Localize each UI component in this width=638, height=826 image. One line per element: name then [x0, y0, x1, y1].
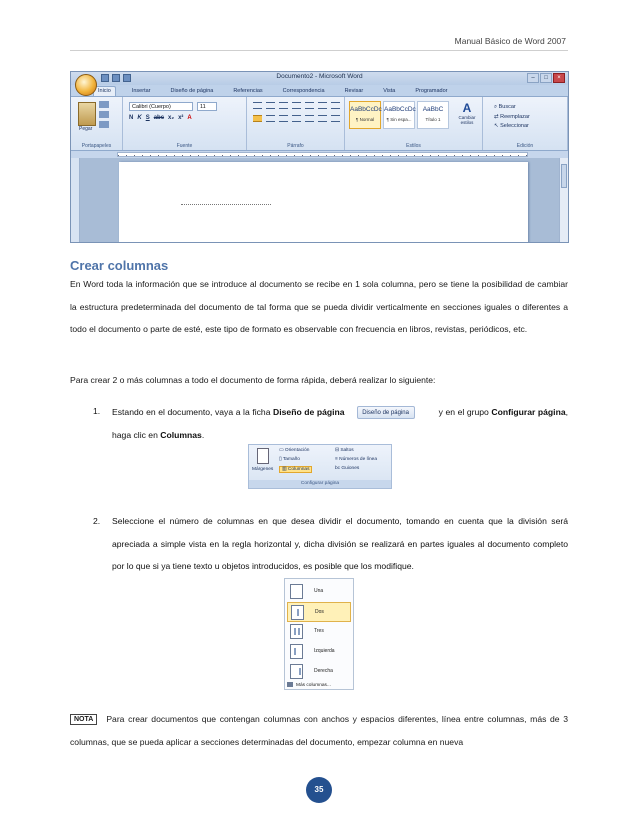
breaks-icon: ⊟ — [335, 448, 341, 453]
find-icon: ⌕ — [494, 104, 499, 110]
tab-revisar: Revisar — [344, 88, 364, 94]
intro-paragraph: En Word toda la información que se introduce al documento se recibe en 1 sola columna, pero se tiene la posibilidad de cambiar la estructura predeterminada del documento de tal forma que se pueda dividir verticalmente en secciones iguales o diferentes a todo el documento o parte de esté, este tipo de formato es observable con frecuencia en libros, revistas, periódicos, etc. — [70, 279, 568, 334]
orientation-item — [279, 448, 309, 453]
font-name-box: Calibri (Cuerpo) — [129, 102, 193, 111]
paragraph-marker — [181, 204, 271, 205]
group-label-font: Fuente — [176, 143, 193, 149]
column-option-label: Tres — [314, 628, 324, 634]
column-option-label: Una — [314, 588, 324, 594]
tab-referencias: Referencias — [233, 88, 263, 94]
step-1-text-a: Estando en el documento, vaya a la ficha — [112, 407, 274, 417]
tab-diseno-pagina: Diseño de página — [170, 88, 214, 94]
cut-icon — [99, 101, 109, 108]
step-1-bold-a: Diseño de página — [273, 407, 345, 417]
find-label: Buscar — [498, 104, 516, 110]
section-heading: Crear columnas — [70, 258, 169, 273]
ribbon — [71, 97, 568, 151]
select-icon: ↖ — [494, 123, 501, 129]
page-layout-tab-button: Diseño de página — [357, 406, 415, 419]
style-name: ¶ Sin espa... — [386, 117, 412, 122]
window-controls — [527, 73, 565, 83]
columns-dropdown-screenshot — [284, 578, 354, 690]
window-title: Documento2 - Microsoft Word — [276, 73, 363, 80]
tab-correspondencia: Correspondencia — [282, 88, 325, 94]
orientation-icon: ▭ — [279, 448, 285, 453]
tab-inicio: Inicio — [93, 86, 116, 96]
hyphenation-item — [335, 466, 359, 471]
line-numbers-label: Números de línea — [339, 457, 378, 462]
page-setup-group-label: Configurar página — [249, 480, 391, 488]
align-center-icon — [266, 115, 275, 122]
orientation-label: Orientación — [284, 448, 310, 453]
three-columns-icon — [290, 624, 303, 639]
style-name: ¶ Normal — [355, 117, 375, 122]
ribbon-tabs — [71, 85, 568, 97]
group-paragraph — [247, 97, 345, 150]
tab-vista: Vista — [383, 88, 396, 94]
paragraph-row-2 — [253, 115, 340, 122]
step-1-text-d: . — [201, 429, 205, 440]
margins-icon — [257, 448, 269, 464]
change-styles-button — [456, 101, 478, 135]
step-1-text — [112, 401, 568, 446]
step-1-text-c: , haga clic en — [112, 407, 568, 440]
page-number-badge: 35 — [306, 777, 332, 803]
step-1-bold-b: Configurar página — [491, 407, 566, 417]
replace-item — [494, 114, 564, 120]
more-columns-item — [287, 682, 331, 688]
italic-icon: K — [137, 115, 142, 121]
column-option-label: Dos — [315, 609, 324, 615]
decrease-indent-icon — [292, 102, 301, 109]
close-icon: × — [553, 73, 565, 83]
hyphenation-icon: bc — [335, 466, 342, 471]
line-numbers-item — [335, 457, 377, 462]
paste-label: Pegar — [79, 126, 93, 132]
paste-icon — [78, 102, 96, 126]
size-icon: ▯ — [279, 457, 283, 462]
font-format-buttons — [129, 115, 192, 121]
font-color-icon: A — [187, 115, 192, 121]
maximize-icon: □ — [540, 73, 552, 83]
line-numbers-icon: ≡ — [335, 457, 340, 462]
justify-icon — [292, 115, 301, 122]
step-1-text-b: y en el grupo — [438, 407, 492, 417]
one-column-icon — [290, 584, 303, 599]
group-label-clipboard: Portapapeles — [81, 143, 112, 149]
office-button-icon — [75, 74, 97, 96]
horizontal-ruler — [117, 152, 528, 157]
numbering-icon — [266, 102, 275, 109]
note-badge: NOTA — [70, 714, 97, 725]
margins-label: Márgenes — [252, 467, 274, 472]
group-label-styles: Estilos — [406, 143, 421, 149]
right-column-icon — [290, 664, 303, 679]
shading-icon — [318, 115, 327, 122]
find-item — [494, 104, 564, 111]
align-right-icon — [279, 115, 288, 122]
vertical-ruler — [71, 158, 80, 243]
group-clipboard — [71, 97, 123, 150]
style-heading-1 — [417, 101, 449, 129]
style-normal — [349, 101, 381, 129]
strikethrough-icon: abc — [153, 115, 165, 121]
borders-icon — [331, 115, 340, 122]
style-sample: AaBbCcDc — [384, 106, 416, 113]
step-2-number: 2. — [93, 516, 101, 526]
page-setup-group-screenshot — [248, 444, 392, 489]
replace-icon: ⇄ — [494, 114, 501, 120]
group-label-editing: Edición — [516, 143, 534, 149]
lead-paragraph: Para crear 2 o más columnas a todo el documento de forma rápida, deberá realizar lo siguiente: — [70, 375, 436, 385]
page-header: Manual Básico de Word 2007 — [454, 36, 566, 46]
style-no-spacing — [383, 101, 415, 129]
column-option-label: Derecha — [314, 668, 333, 674]
increase-indent-icon — [305, 102, 314, 109]
more-columns-label: Más columnas... — [296, 683, 331, 688]
tab-programador: Programador — [415, 88, 448, 94]
note-text: Para crear documentos que contengan columnas con anchos y espacios diferentes, línea entre columnas, más de 3 columnas, que se pueda aplicar a secciones determinadas del documento, empezar columna en nueva — [70, 714, 568, 747]
paragraph-row-1 — [253, 102, 340, 109]
note-paragraph — [70, 708, 568, 753]
underline-icon: S — [145, 115, 150, 121]
group-styles — [345, 97, 483, 150]
group-label-paragraph: Párrafo — [287, 143, 304, 149]
change-styles-icon: A — [462, 101, 472, 115]
columns-item — [279, 466, 312, 473]
sort-icon — [318, 102, 327, 109]
copy-icon — [99, 111, 109, 118]
select-item — [494, 123, 564, 129]
step-1-bold-c: Columnas — [160, 429, 202, 440]
two-columns-icon — [291, 605, 304, 620]
breaks-label: Saltos — [340, 448, 354, 453]
columns-icon: ▥ — [282, 467, 288, 472]
bullets-icon — [253, 102, 262, 109]
subscript-icon: x₂ — [168, 115, 175, 121]
left-column-icon — [290, 644, 303, 659]
size-label: Tamaño — [282, 457, 300, 462]
column-option-three — [287, 622, 351, 642]
column-option-label: Izquierda — [314, 648, 335, 654]
size-item — [279, 457, 300, 462]
scrollbar-thumb — [561, 164, 567, 188]
columns-label: Columnas — [287, 467, 310, 472]
tab-insertar: Insertar — [131, 88, 151, 94]
column-option-two — [287, 602, 351, 622]
group-editing — [483, 97, 568, 150]
clipboard-mini-tools — [99, 101, 109, 128]
document-area — [71, 158, 568, 243]
document-page — [119, 162, 528, 243]
more-columns-icon — [287, 682, 293, 687]
select-label: Seleccionar — [500, 123, 529, 129]
vertical-scrollbar — [559, 158, 568, 243]
group-font — [123, 97, 247, 150]
multilevel-icon — [279, 102, 288, 109]
column-option-one — [287, 582, 351, 602]
align-left-icon — [253, 115, 262, 122]
style-name: Título 1 — [425, 117, 441, 122]
breaks-item — [335, 448, 354, 453]
line-spacing-icon — [305, 115, 314, 122]
title-bar — [71, 72, 568, 85]
step-2-text: Seleccione el número de columnas en que desea dividir el documento, tomando en cuenta que la división será apreciada a simple vista en la regla horizontal y, dicha división se realizará en partes iguales al documento completo por lo que si ya tiene texto u objetos introducidos, es posible que los modifique. — [112, 516, 568, 571]
change-styles-label: Cambiar estilos — [458, 115, 476, 125]
bold-icon: N — [129, 115, 134, 121]
hyphenation-label: Guiones — [341, 466, 360, 471]
header-divider — [70, 50, 568, 51]
replace-label: Reemplazar — [500, 114, 530, 120]
font-size-box: 11 — [197, 102, 217, 111]
superscript-icon: x² — [178, 115, 184, 121]
style-sample: AaBbC — [422, 106, 444, 113]
word-window-screenshot — [70, 71, 569, 243]
pilcrow-icon — [331, 102, 340, 109]
step-1-number: 1. — [93, 406, 101, 416]
horizontal-ruler-row — [71, 151, 568, 158]
style-sample: AaBbCcDc — [350, 106, 382, 113]
minimize-icon: – — [527, 73, 539, 83]
format-painter-icon — [99, 121, 109, 128]
column-option-right — [287, 662, 351, 682]
column-option-left — [287, 642, 351, 662]
